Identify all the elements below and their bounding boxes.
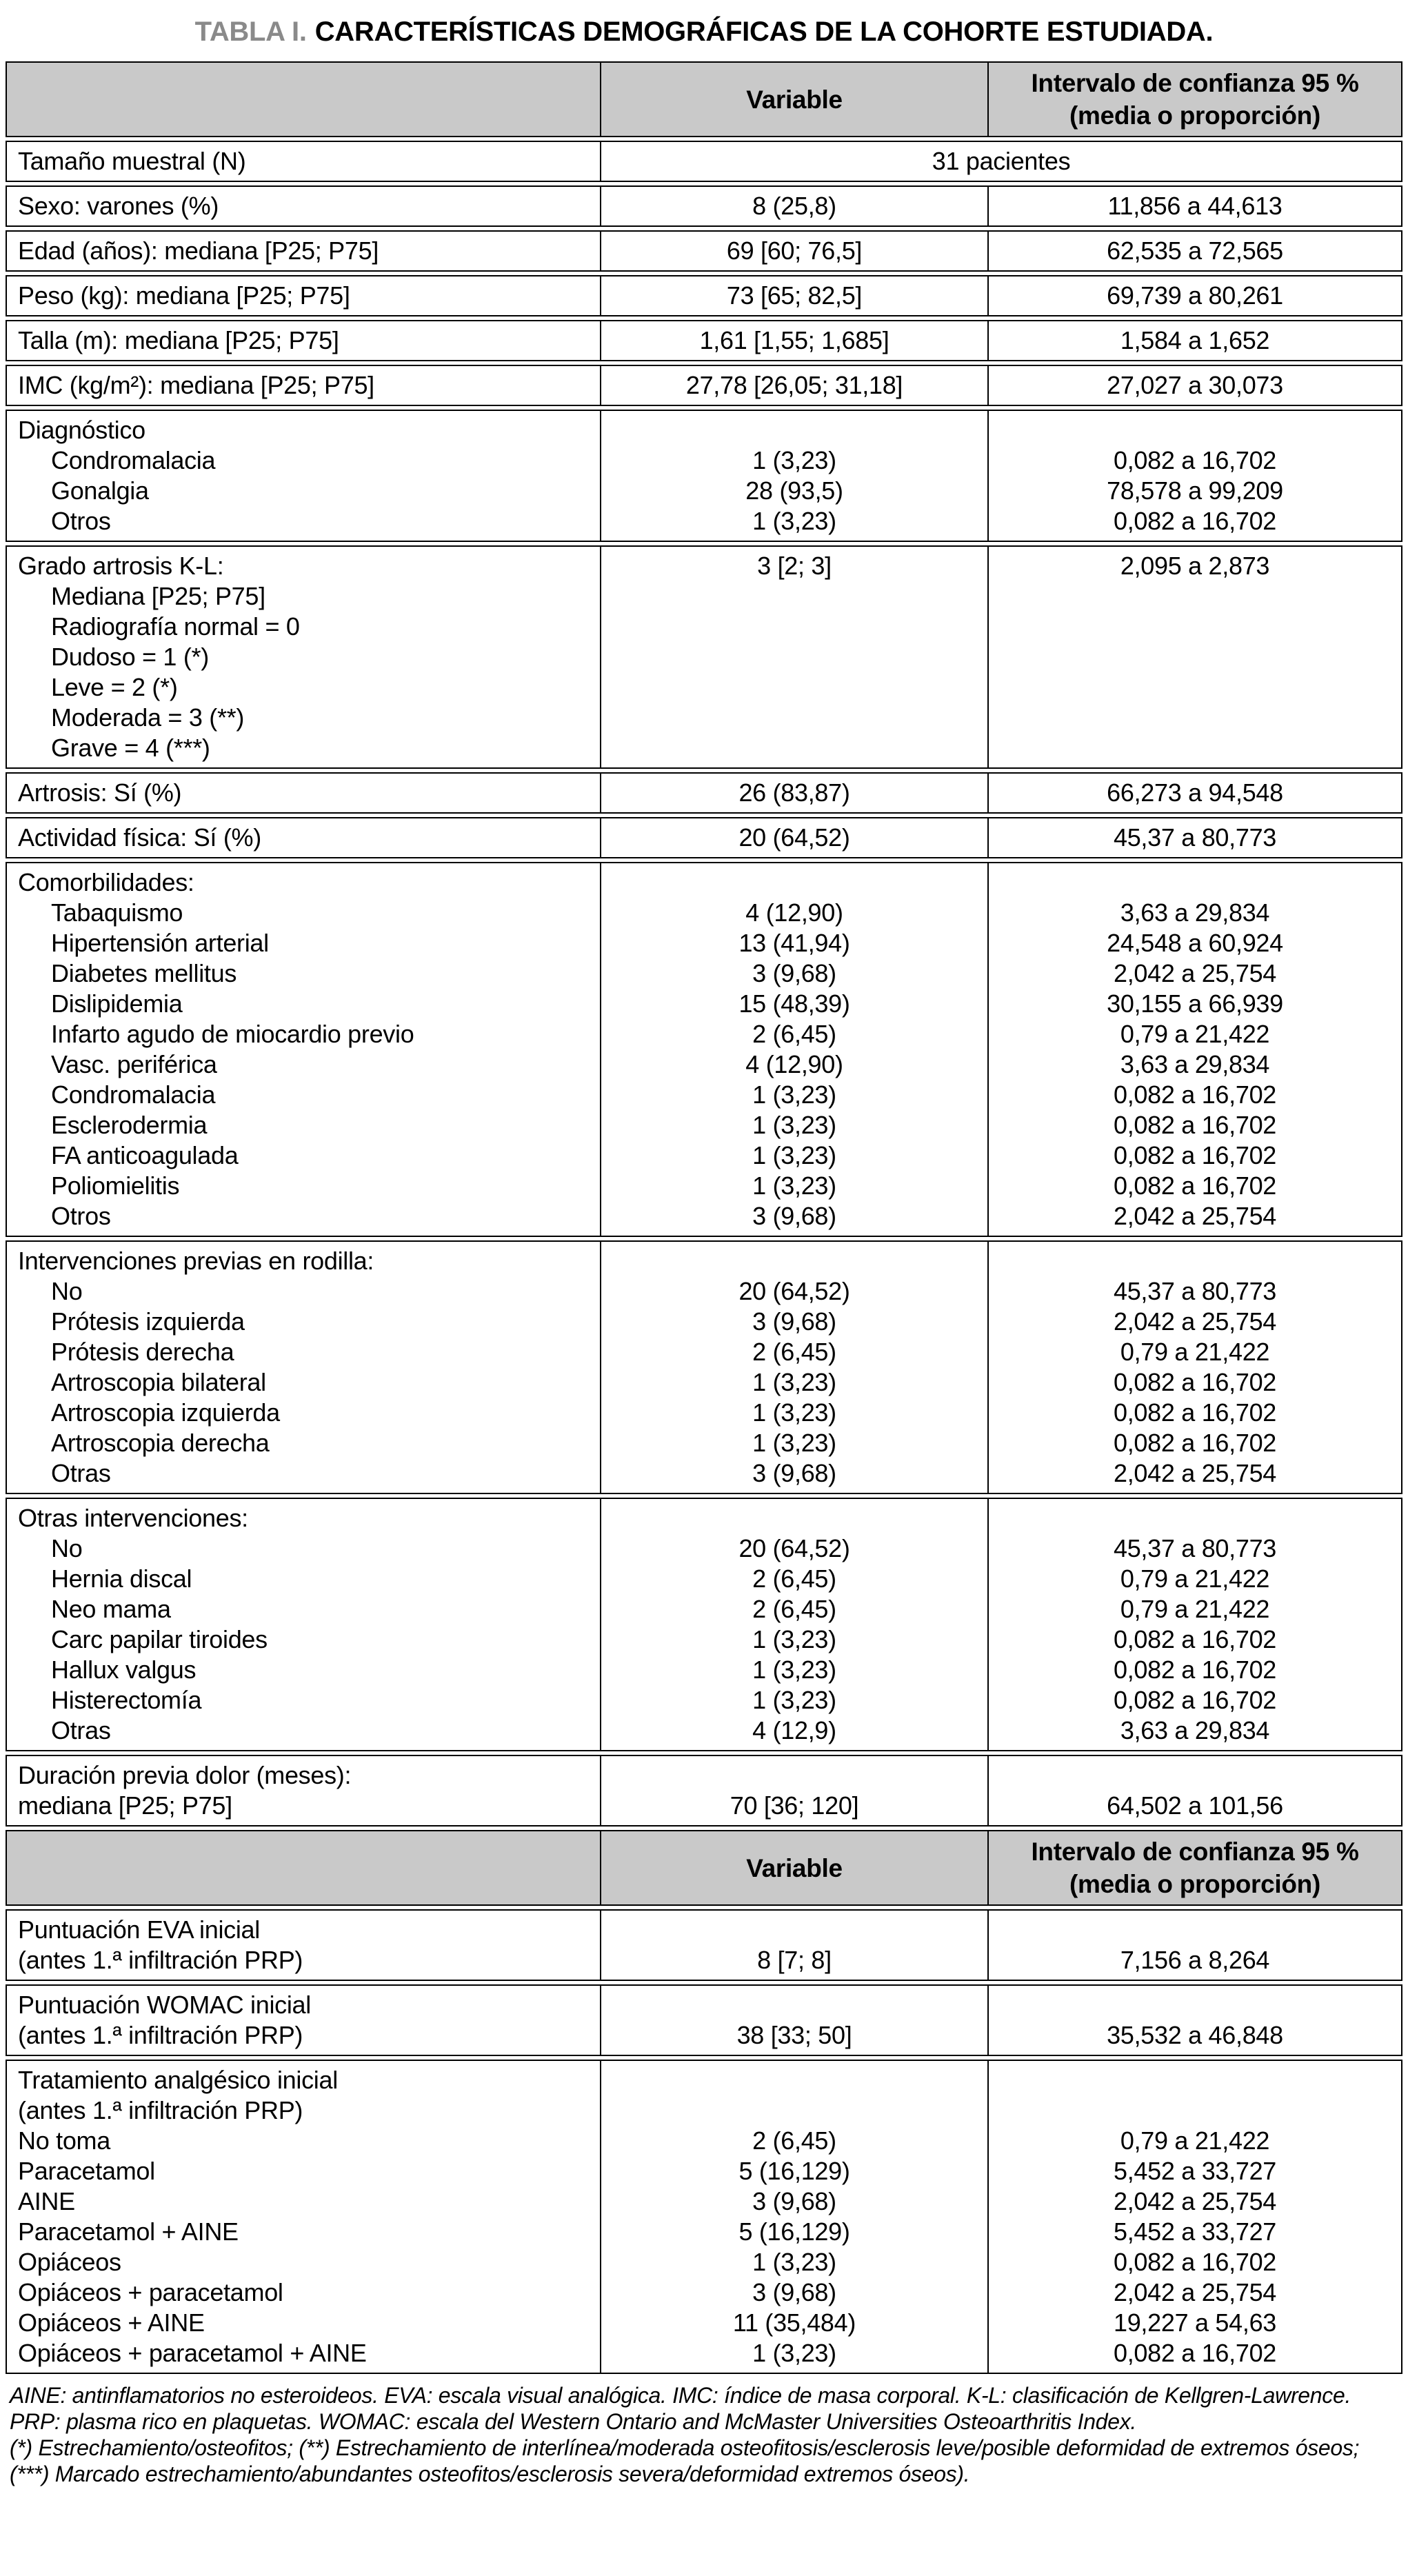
value-line: 28 (93,5) bbox=[745, 476, 843, 505]
value-line: 4 (12,90) bbox=[745, 898, 843, 927]
label-line: Sexo: varones (%) bbox=[18, 192, 219, 220]
label-line: Tabaquismo bbox=[51, 898, 183, 927]
label-line: Grado artrosis K-L: bbox=[18, 552, 224, 580]
label-line: Intervenciones previas en rodilla: bbox=[18, 1247, 374, 1275]
value-line bbox=[607, 672, 982, 703]
variable-cell bbox=[600, 1986, 987, 2055]
value-line: 73 [65; 82,5] bbox=[726, 281, 863, 310]
header-ci-cell bbox=[987, 63, 1401, 136]
value-line bbox=[607, 415, 982, 445]
value-line: 2 (6,45) bbox=[752, 1564, 836, 1593]
variable-cell bbox=[600, 774, 987, 812]
value-line: 1 (3,23) bbox=[752, 1398, 836, 1427]
row-label-cell bbox=[7, 142, 600, 181]
row-label-cell bbox=[7, 411, 600, 541]
header-ci-line: Intervalo de confianza 95 % bbox=[1031, 1838, 1359, 1866]
variable-cell bbox=[600, 2061, 987, 2373]
label-line: Histerectomía bbox=[51, 1686, 202, 1714]
ci-line: 0,082 a 16,702 bbox=[1113, 446, 1277, 474]
ci-line: 0,082 a 16,702 bbox=[1113, 1686, 1277, 1714]
value-line: 8 (25,8) bbox=[752, 192, 836, 220]
label-line: Comorbilidades: bbox=[18, 868, 194, 896]
ci-line bbox=[994, 2095, 1396, 2126]
value-line: 26 (83,87) bbox=[738, 778, 850, 807]
value-line: 1 (3,23) bbox=[752, 1080, 836, 1109]
variable-cell bbox=[600, 366, 987, 405]
value-line bbox=[607, 867, 982, 898]
ci-cell bbox=[987, 1499, 1401, 1750]
ci-line: 0,082 a 16,702 bbox=[1113, 1171, 1277, 1200]
label-line: Prótesis derecha bbox=[51, 1338, 234, 1366]
ci-line: 0,79 a 21,422 bbox=[1120, 1595, 1270, 1623]
variable-cell bbox=[600, 863, 987, 1236]
value-line bbox=[607, 1915, 982, 1945]
ci-line: 3,63 a 29,834 bbox=[1120, 898, 1270, 927]
value-line bbox=[607, 1990, 982, 2020]
value-line bbox=[607, 612, 982, 642]
value-line: 2 (6,45) bbox=[752, 2126, 836, 2155]
label-line: Artroscopia derecha bbox=[51, 1429, 270, 1457]
ci-line bbox=[994, 1503, 1396, 1533]
table-row bbox=[6, 545, 1402, 769]
ci-line bbox=[994, 2065, 1396, 2095]
table-row bbox=[6, 1240, 1402, 1494]
row-label-cell bbox=[7, 366, 600, 405]
ci-line: 30,155 a 66,939 bbox=[1107, 989, 1283, 1018]
ci-cell bbox=[987, 1242, 1401, 1493]
label-line: Talla (m): mediana [P25; P75] bbox=[18, 326, 339, 354]
row-label-cell bbox=[7, 863, 600, 1236]
label-line: Hipertensión arterial bbox=[51, 929, 269, 957]
span-value-cell bbox=[600, 142, 1401, 181]
ci-line: 64,502 a 101,56 bbox=[1107, 1791, 1283, 1820]
variable-cell bbox=[600, 276, 987, 315]
variable-cell bbox=[600, 187, 987, 225]
variable-cell bbox=[600, 321, 987, 360]
label-line: Diabetes mellitus bbox=[51, 959, 237, 987]
value-line: 1 (3,23) bbox=[752, 1141, 836, 1169]
label-line: Otras bbox=[51, 1459, 111, 1487]
value-line: 3 (9,68) bbox=[752, 1307, 836, 1336]
label-line: No bbox=[51, 1277, 83, 1305]
label-line: No bbox=[51, 1534, 83, 1562]
row-label-cell bbox=[7, 232, 600, 270]
value-line: 1 (3,23) bbox=[752, 1656, 836, 1684]
label-line: Artrosis: Sí (%) bbox=[18, 778, 182, 807]
table-row bbox=[6, 141, 1402, 182]
ci-line: 2,095 a 2,873 bbox=[1120, 552, 1270, 580]
value-line: 3 (9,68) bbox=[752, 2278, 836, 2306]
value-line: 15 (48,39) bbox=[738, 989, 850, 1018]
ci-cell bbox=[987, 2061, 1401, 2373]
row-label-cell bbox=[7, 1911, 600, 1980]
label-line: Opiáceos bbox=[18, 2248, 121, 2276]
label-line: (antes 1.ª infiltración PRP) bbox=[18, 2021, 303, 2049]
ci-line bbox=[994, 1246, 1396, 1276]
label-line: Tratamiento analgésico inicial bbox=[18, 2066, 338, 2094]
table-row bbox=[6, 862, 1402, 1237]
label-line: Carc papilar tiroides bbox=[51, 1625, 268, 1653]
variable-cell bbox=[600, 1911, 987, 1980]
table-row bbox=[6, 772, 1402, 814]
ci-line bbox=[994, 415, 1396, 445]
header-variable-label: Variable bbox=[746, 1853, 843, 1882]
label-line: Puntuación EVA inicial bbox=[18, 1915, 260, 1944]
variable-cell bbox=[600, 1756, 987, 1825]
ci-cell bbox=[987, 863, 1401, 1236]
table-row bbox=[6, 1909, 1402, 1981]
table-row bbox=[6, 230, 1402, 272]
row-label-cell bbox=[7, 1499, 600, 1750]
variable-cell bbox=[600, 1499, 987, 1750]
header-ci-line: Intervalo de confianza 95 % bbox=[1031, 69, 1359, 97]
value-line: 1 (3,23) bbox=[752, 1111, 836, 1139]
table-caption: CARACTERÍSTICAS DEMOGRÁFICAS DE LA COHORTE ESTUDIADA. bbox=[314, 17, 1214, 47]
label-line: (antes 1.ª infiltración PRP) bbox=[18, 1946, 303, 1974]
label-line: Artroscopia bilateral bbox=[51, 1368, 266, 1396]
value-line: 31 pacientes bbox=[932, 147, 1071, 175]
table-row bbox=[6, 817, 1402, 858]
row-label-cell bbox=[7, 187, 600, 225]
label-line: Opiáceos + paracetamol + AINE bbox=[18, 2339, 367, 2367]
table-title bbox=[6, 17, 1402, 48]
label-line: Otras bbox=[51, 1716, 111, 1744]
value-line: 3 [2; 3] bbox=[757, 552, 832, 580]
table-row bbox=[6, 365, 1402, 406]
ci-cell bbox=[987, 366, 1401, 405]
row-label-cell bbox=[7, 774, 600, 812]
value-line: 11 (35,484) bbox=[732, 2308, 856, 2337]
ci-line: 2,042 a 25,754 bbox=[1113, 2187, 1277, 2215]
value-line: 38 [33; 50] bbox=[736, 2021, 852, 2049]
ci-line: 3,63 a 29,834 bbox=[1120, 1050, 1270, 1078]
ci-line: 0,082 a 16,702 bbox=[1113, 1080, 1277, 1109]
ci-line bbox=[994, 581, 1396, 612]
value-line: 1 (3,23) bbox=[752, 1171, 836, 1200]
ci-cell bbox=[987, 276, 1401, 315]
value-line: 1,61 [1,55; 1,685] bbox=[699, 326, 889, 354]
label-line: Neo mama bbox=[51, 1595, 171, 1623]
value-line bbox=[607, 642, 982, 672]
footnote-grade-definitions: (*) Estrechamiento/osteofitos; (**) Estrechamiento de interlínea/moderada osteofitosis/esclerosis leve/posible deformidad de extremos óseos; (***) Marcado estrechamiento/abundantes osteofitos/esclerosis severa/deformidad extremos óseos). bbox=[10, 2435, 1360, 2486]
ci-cell bbox=[987, 774, 1401, 812]
label-line: (antes 1.ª infiltración PRP) bbox=[18, 2096, 303, 2124]
label-line: Paracetamol bbox=[18, 2157, 155, 2185]
ci-line: 0,79 a 21,422 bbox=[1120, 1338, 1270, 1366]
label-line: Puntuación WOMAC inicial bbox=[18, 1991, 311, 2019]
table-row bbox=[6, 1498, 1402, 1751]
ci-line: 0,082 a 16,702 bbox=[1113, 2339, 1277, 2367]
value-line: 2 (6,45) bbox=[752, 1595, 836, 1623]
ci-cell bbox=[987, 1756, 1401, 1825]
table-header-row bbox=[6, 61, 1402, 137]
header-empty-cell bbox=[7, 1831, 600, 1904]
ci-line bbox=[994, 672, 1396, 703]
value-line: 1 (3,23) bbox=[752, 2248, 836, 2276]
ci-line: 5,452 a 33,727 bbox=[1113, 2217, 1277, 2246]
value-line: 5 (16,129) bbox=[738, 2157, 850, 2185]
ci-line: 0,082 a 16,702 bbox=[1113, 1398, 1277, 1427]
table-row bbox=[6, 185, 1402, 227]
row-label-cell bbox=[7, 818, 600, 857]
header-ci-line: (media o proporción) bbox=[1069, 1870, 1320, 1898]
ci-line: 69,739 a 80,261 bbox=[1107, 281, 1283, 310]
label-line: Infarto agudo de miocardio previo bbox=[51, 1020, 414, 1048]
value-line: 1 (3,23) bbox=[752, 507, 836, 535]
header-variable-cell bbox=[600, 63, 987, 136]
value-line: 1 (3,23) bbox=[752, 1686, 836, 1714]
footnote-abbreviations: AINE: antinflamatorios no esteroideos. EVA: escala visual analógica. IMC: índice de masa corporal. K-L: clasificación de Kellgren-Lawrence. PRP: plasma rico en plaquetas. WOMAC: escala del Western Ontario and McMaster Universities Osteoarthritis Index. bbox=[10, 2383, 1351, 2434]
ci-line: 27,027 a 30,073 bbox=[1107, 371, 1283, 399]
variable-cell bbox=[600, 1242, 987, 1493]
ci-line: 66,273 a 94,548 bbox=[1107, 778, 1283, 807]
ci-cell bbox=[987, 232, 1401, 270]
demographics-table-part1 bbox=[6, 61, 1402, 1827]
value-line: 1 (3,23) bbox=[752, 1429, 836, 1457]
value-line: 27,78 [26,05; 31,18] bbox=[685, 371, 903, 399]
ci-line: 0,082 a 16,702 bbox=[1113, 1625, 1277, 1653]
value-line: 20 (64,52) bbox=[738, 1534, 850, 1562]
ci-line bbox=[994, 703, 1396, 733]
label-line: Duración previa dolor (meses): bbox=[18, 1761, 352, 1789]
variable-cell bbox=[600, 547, 987, 767]
value-line: 1 (3,23) bbox=[752, 1368, 836, 1396]
table-row bbox=[6, 1755, 1402, 1827]
footnotes bbox=[10, 2382, 1398, 2487]
ci-cell bbox=[987, 187, 1401, 225]
value-line bbox=[607, 2095, 982, 2126]
table-number-label: TABLA I. bbox=[194, 17, 307, 47]
ci-line: 78,578 a 99,209 bbox=[1107, 476, 1283, 505]
ci-line: 19,227 a 54,63 bbox=[1113, 2308, 1277, 2337]
table-row bbox=[6, 1984, 1402, 2056]
row-label-cell bbox=[7, 2061, 600, 2373]
value-line: 1 (3,23) bbox=[752, 2339, 836, 2367]
header-variable-label: Variable bbox=[746, 85, 843, 114]
label-line: FA anticoagulada bbox=[51, 1141, 239, 1169]
ci-cell bbox=[987, 547, 1401, 767]
value-line bbox=[607, 2065, 982, 2095]
ci-line bbox=[994, 612, 1396, 642]
header-ci-cell bbox=[987, 1831, 1401, 1904]
label-line: Leve = 2 (*) bbox=[51, 673, 178, 701]
label-line: Condromalacia bbox=[51, 446, 216, 474]
label-line: Grave = 4 (***) bbox=[51, 734, 210, 762]
ci-line: 45,37 a 80,773 bbox=[1113, 1277, 1277, 1305]
label-line: No toma bbox=[18, 2126, 110, 2155]
label-line: Condromalacia bbox=[51, 1080, 216, 1109]
value-line: 2 (6,45) bbox=[752, 1020, 836, 1048]
label-line: Dudoso = 1 (*) bbox=[51, 643, 209, 671]
ci-line: 45,37 a 80,773 bbox=[1113, 823, 1277, 852]
value-line: 20 (64,52) bbox=[738, 823, 850, 852]
ci-line: 3,63 a 29,834 bbox=[1120, 1716, 1270, 1744]
label-line: IMC (kg/m²): mediana [P25; P75] bbox=[18, 371, 374, 399]
ci-line bbox=[994, 1990, 1396, 2020]
ci-line: 0,082 a 16,702 bbox=[1113, 2248, 1277, 2276]
label-line: Prótesis izquierda bbox=[51, 1307, 245, 1336]
ci-line bbox=[994, 642, 1396, 672]
label-line: Dislipidemia bbox=[51, 989, 183, 1018]
value-line: 8 [7; 8] bbox=[757, 1946, 832, 1974]
ci-line: 0,082 a 16,702 bbox=[1113, 1111, 1277, 1139]
ci-line: 0,082 a 16,702 bbox=[1113, 1429, 1277, 1457]
label-line: Peso (kg): mediana [P25; P75] bbox=[18, 281, 350, 310]
ci-line: 62,535 a 72,565 bbox=[1107, 237, 1283, 265]
label-line: Moderada = 3 (**) bbox=[51, 703, 245, 732]
header-ci-line: (media o proporción) bbox=[1069, 101, 1320, 130]
ci-line: 0,79 a 21,422 bbox=[1120, 1020, 1270, 1048]
ci-line bbox=[994, 867, 1396, 898]
ci-line: 0,79 a 21,422 bbox=[1120, 1564, 1270, 1593]
label-line: Artroscopia izquierda bbox=[51, 1398, 280, 1427]
value-line: 3 (9,68) bbox=[752, 1202, 836, 1230]
variable-cell bbox=[600, 818, 987, 857]
ci-line: 0,082 a 16,702 bbox=[1113, 507, 1277, 535]
label-line: Otras intervenciones: bbox=[18, 1504, 248, 1532]
value-line: 4 (12,9) bbox=[752, 1716, 836, 1744]
ci-cell bbox=[987, 411, 1401, 541]
ci-line: 24,548 a 60,924 bbox=[1107, 929, 1283, 957]
row-label-cell bbox=[7, 1242, 600, 1493]
variable-cell bbox=[600, 232, 987, 270]
label-line: Otros bbox=[51, 1202, 111, 1230]
row-label-cell bbox=[7, 547, 600, 767]
label-line: Opiáceos + AINE bbox=[18, 2308, 205, 2337]
value-line bbox=[607, 1760, 982, 1791]
label-line: Actividad física: Sí (%) bbox=[18, 823, 261, 852]
ci-line: 45,37 a 80,773 bbox=[1113, 1534, 1277, 1562]
value-line bbox=[607, 733, 982, 763]
value-line: 3 (9,68) bbox=[752, 2187, 836, 2215]
ci-line: 11,856 a 44,613 bbox=[1107, 192, 1283, 220]
ci-line: 35,532 a 46,848 bbox=[1107, 2021, 1283, 2049]
table-row bbox=[6, 410, 1402, 542]
variable-cell bbox=[600, 411, 987, 541]
value-line: 13 (41,94) bbox=[738, 929, 850, 957]
label-line: Gonalgia bbox=[51, 476, 149, 505]
row-label-cell bbox=[7, 1756, 600, 1825]
label-line: Radiografía normal = 0 bbox=[51, 612, 300, 641]
value-line: 3 (9,68) bbox=[752, 959, 836, 987]
label-line: Edad (años): mediana [P25; P75] bbox=[18, 237, 379, 265]
label-line: Mediana [P25; P75] bbox=[51, 582, 265, 610]
label-line: Diagnóstico bbox=[18, 416, 145, 444]
ci-cell bbox=[987, 1986, 1401, 2055]
table-row bbox=[6, 275, 1402, 316]
value-line: 1 (3,23) bbox=[752, 1625, 836, 1653]
label-line: Hallux valgus bbox=[51, 1656, 197, 1684]
row-label-cell bbox=[7, 321, 600, 360]
value-line: 3 (9,68) bbox=[752, 1459, 836, 1487]
row-label-cell bbox=[7, 1986, 600, 2055]
ci-line bbox=[994, 1760, 1396, 1791]
header-variable-cell bbox=[600, 1831, 987, 1904]
ci-line: 2,042 a 25,754 bbox=[1113, 1202, 1277, 1230]
label-line: Otros bbox=[51, 507, 111, 535]
ci-line: 0,082 a 16,702 bbox=[1113, 1656, 1277, 1684]
ci-line: 1,584 a 1,652 bbox=[1120, 326, 1270, 354]
label-line: Opiáceos + paracetamol bbox=[18, 2278, 283, 2306]
ci-cell bbox=[987, 818, 1401, 857]
value-line: 70 [36; 120] bbox=[730, 1791, 859, 1820]
ci-line: 7,156 a 8,264 bbox=[1120, 1946, 1270, 1974]
label-line: mediana [P25; P75] bbox=[18, 1791, 232, 1820]
ci-line: 2,042 a 25,754 bbox=[1113, 959, 1277, 987]
value-line: 20 (64,52) bbox=[738, 1277, 850, 1305]
value-line: 2 (6,45) bbox=[752, 1338, 836, 1366]
ci-cell bbox=[987, 321, 1401, 360]
row-label-cell bbox=[7, 276, 600, 315]
value-line bbox=[607, 703, 982, 733]
ci-line: 0,79 a 21,422 bbox=[1120, 2126, 1270, 2155]
ci-line: 5,452 a 33,727 bbox=[1113, 2157, 1277, 2185]
label-line: Vasc. periférica bbox=[51, 1050, 217, 1078]
ci-line bbox=[994, 1915, 1396, 1945]
value-line: 1 (3,23) bbox=[752, 446, 836, 474]
table-row bbox=[6, 320, 1402, 361]
ci-line: 2,042 a 25,754 bbox=[1113, 1307, 1277, 1336]
table-header-row bbox=[6, 1830, 1402, 1906]
label-line: Esclerodermia bbox=[51, 1111, 208, 1139]
value-line bbox=[607, 581, 982, 612]
label-line: Paracetamol + AINE bbox=[18, 2217, 239, 2246]
value-line bbox=[607, 1246, 982, 1276]
demographics-table-part2 bbox=[6, 1830, 1402, 2374]
ci-line: 0,082 a 16,702 bbox=[1113, 1368, 1277, 1396]
value-line: 4 (12,90) bbox=[745, 1050, 843, 1078]
value-line bbox=[607, 1503, 982, 1533]
label-line: Poliomielitis bbox=[51, 1171, 180, 1200]
table-row bbox=[6, 2060, 1402, 2374]
ci-line: 2,042 a 25,754 bbox=[1113, 2278, 1277, 2306]
ci-line bbox=[994, 733, 1396, 763]
ci-line: 2,042 a 25,754 bbox=[1113, 1459, 1277, 1487]
value-line: 69 [60; 76,5] bbox=[726, 237, 863, 265]
value-line: 5 (16,129) bbox=[738, 2217, 850, 2246]
label-line: Hernia discal bbox=[51, 1564, 192, 1593]
label-line: AINE bbox=[18, 2187, 75, 2215]
label-line: Tamaño muestral (N) bbox=[18, 147, 246, 175]
ci-cell bbox=[987, 1911, 1401, 1980]
header-empty-cell bbox=[7, 63, 600, 136]
ci-line: 0,082 a 16,702 bbox=[1113, 1141, 1277, 1169]
